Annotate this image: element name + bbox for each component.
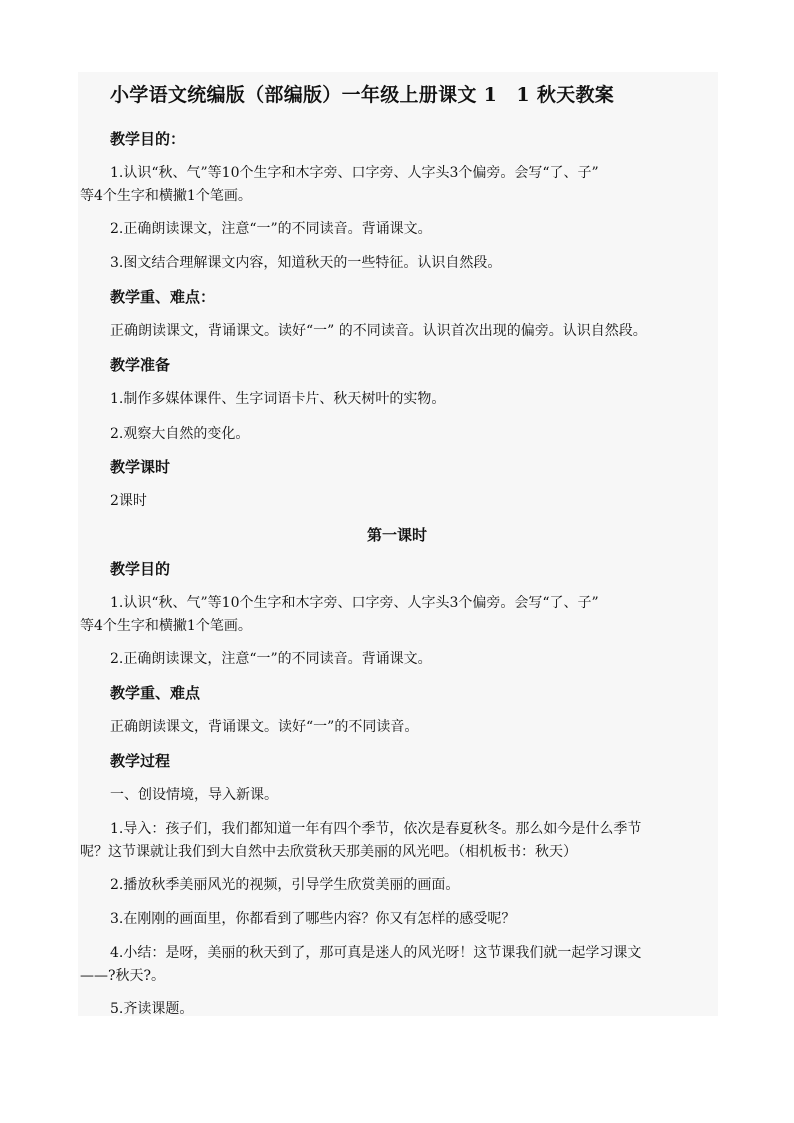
heading-key-points: 教学重、难点：	[110, 288, 216, 306]
process-1-3: 3.在刚刚的画面里，你都看到了哪些内容？你又有怎样的感受呢？	[110, 911, 516, 927]
preparation-1: 1.制作多媒体课件、生字词语卡片、秋天树叶的实物。	[110, 391, 446, 407]
class-hours-text: 2课时	[110, 493, 147, 509]
goal-1-line-1: 1.认识“秋、气”等10个生字和木字旁、口字旁、人字头3个偏旁。会写“了、子”	[110, 165, 599, 181]
process-1-1-line-2: 呢？这节课就让我们到大自然中去欣赏秋天那美丽的风光吧。（相机板书：秋天）	[80, 844, 577, 860]
heading-preparation: 教学准备	[110, 356, 171, 374]
process-step-1: 一、创设情境，导入新课。	[110, 787, 278, 803]
process-1-2: 2.播放秋季美丽风光的视频，引导学生欣赏美丽的画面。	[110, 877, 460, 893]
process-1-1-line-1: 1.导入：孩子们，我们都知道一年有四个季节，依次是春夏秋冬。那么如今是什么季节	[110, 821, 642, 837]
heading-class-hours: 教学课时	[110, 458, 171, 476]
lesson-goal-1-line-1: 1.认识“秋、气”等10个生字和木字旁、口字旁、人字头3个偏旁。会写“了、子”	[110, 595, 599, 611]
lesson-goal-2: 2.正确朗读课文，注意“一”的不同读音。背诵课文。	[110, 651, 432, 667]
heading-lesson-key-points: 教学重、难点	[110, 684, 201, 702]
lesson-goal-1-line-2: 等4个生字和横撇1个笔画。	[80, 618, 252, 634]
goal-3: 3.图文结合理解课文内容，知道秋天的一些特征。认识自然段。	[110, 255, 502, 271]
heading-process: 教学过程	[110, 752, 171, 770]
heading-lesson-goals: 教学目的	[110, 560, 171, 578]
goal-1-line-2: 等4个生字和横撇1个笔画。	[80, 188, 252, 204]
goal-2: 2.正确朗读课文，注意“一”的不同读音。背诵课文。	[110, 221, 432, 237]
preparation-2: 2.观察大自然的变化。	[110, 426, 250, 442]
process-1-4-line-2: ——?秋天?。	[80, 968, 166, 984]
process-1-4-line-1: 4.小结：是呀，美丽的秋天到了，那可真是迷人的风光呀！这节课我们就一起学习课文	[110, 945, 642, 961]
lesson-key-points-text: 正确朗读课文，背诵课文。读好“一”的不同读音。	[110, 719, 419, 735]
key-points-text: 正确朗读课文，背诵课文。读好“一” 的不同读音。认识首次出现的偏旁。认识自然段。	[110, 323, 647, 339]
heading-teaching-goals: 教学目的：	[110, 130, 186, 148]
process-1-5: 5.齐读课题。	[110, 1001, 194, 1017]
document-title: 小学语文统编版（部编版）一年级上册课文 1 1 秋天教案	[110, 84, 615, 106]
lesson-one-heading: 第一课时	[366, 526, 427, 544]
